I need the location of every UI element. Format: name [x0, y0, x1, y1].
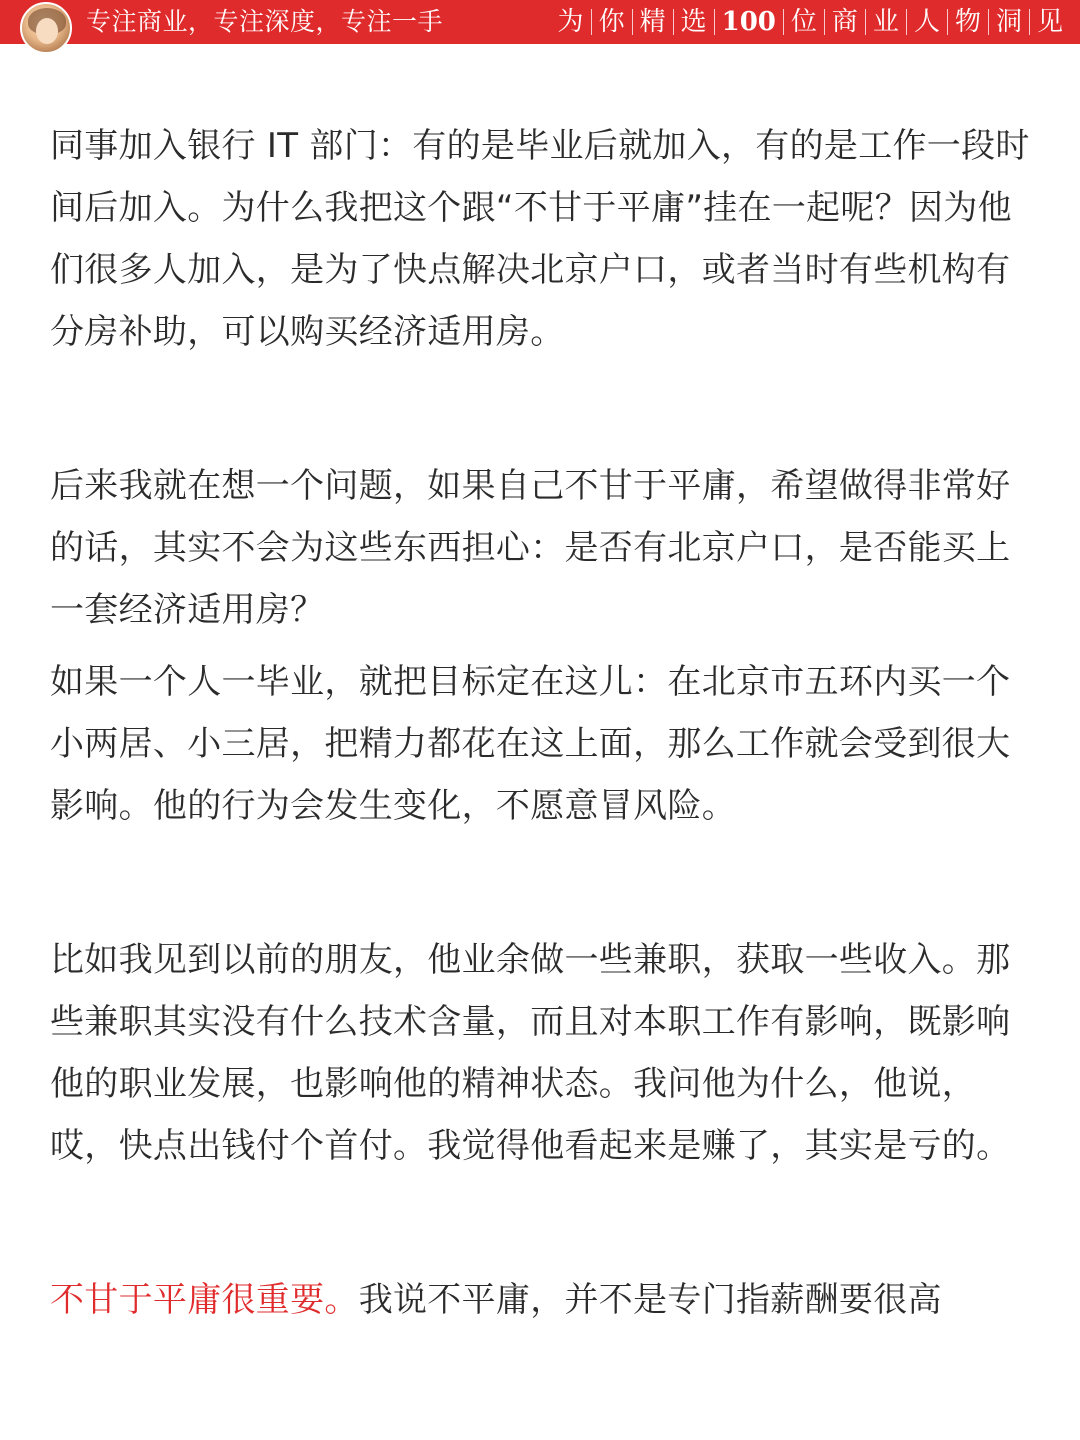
avatar: [20, 2, 72, 54]
banner-slogan: 专注商业，专注深度，专注一手: [86, 7, 444, 36]
tagline-char: 物: [947, 9, 988, 35]
tagline-char: 你: [591, 9, 632, 35]
tagline-char: 人: [906, 9, 947, 35]
tagline-char: 精: [632, 9, 673, 35]
tagline-char: 选: [673, 9, 714, 35]
article-body: [50, 115, 1035, 1331]
highlight-text: 不甘于平庸很重要。: [50, 1280, 359, 1320]
paragraph-3: 如果一个人一毕业，就把目标定在这儿：在北京市五环内买一个小两居、小三居，把精力都花在这上面，那么工作就会受到很大影响。他的行为会发生变化，不愿意冒风险。: [50, 662, 1011, 826]
paragraph-5: [50, 1269, 1035, 1331]
paragraph-4: 比如我见到以前的朋友，他业余做一些兼职，获取一些收入。那些兼职其实没有什么技术含量，而且对本职工作有影响，既影响他的职业发展，也影响他的精神状态。我问他为什么，他说，哎，快点出钱付个首付。我觉得他看起来是赚了，其实是亏的。: [50, 940, 1011, 1166]
paragraph-2: 后来我就在想一个问题，如果自己不甘于平庸，希望做得非常好的话，其实不会为这些东西担心：是否有北京户口，是否能买上一套经济适用房？: [50, 466, 1011, 630]
tagline-char: 业: [865, 9, 906, 35]
tagline-number: 100: [714, 9, 783, 35]
paragraph-1: 同事加入银行 IT 部门：有的是毕业后就加入，有的是工作一段时间后加入。为什么我把这个跟“不甘于平庸”挂在一起呢？因为他们很多人加入，是为了快点解决北京户口，或者当时有些机构有分房补助，可以购买经济适用房。: [50, 126, 1030, 352]
tagline-char: 洞: [988, 9, 1029, 35]
top-banner: [0, 0, 1080, 44]
tagline-char: 见: [1029, 9, 1070, 35]
banner-tagline: [551, 0, 1070, 44]
paragraph-5-text: 我说不平庸，并不是专门指薪酬要很高: [358, 1280, 942, 1320]
tagline-char: 商: [824, 9, 865, 35]
tagline-char: 为: [557, 7, 584, 37]
tagline-char: 位: [783, 9, 824, 35]
